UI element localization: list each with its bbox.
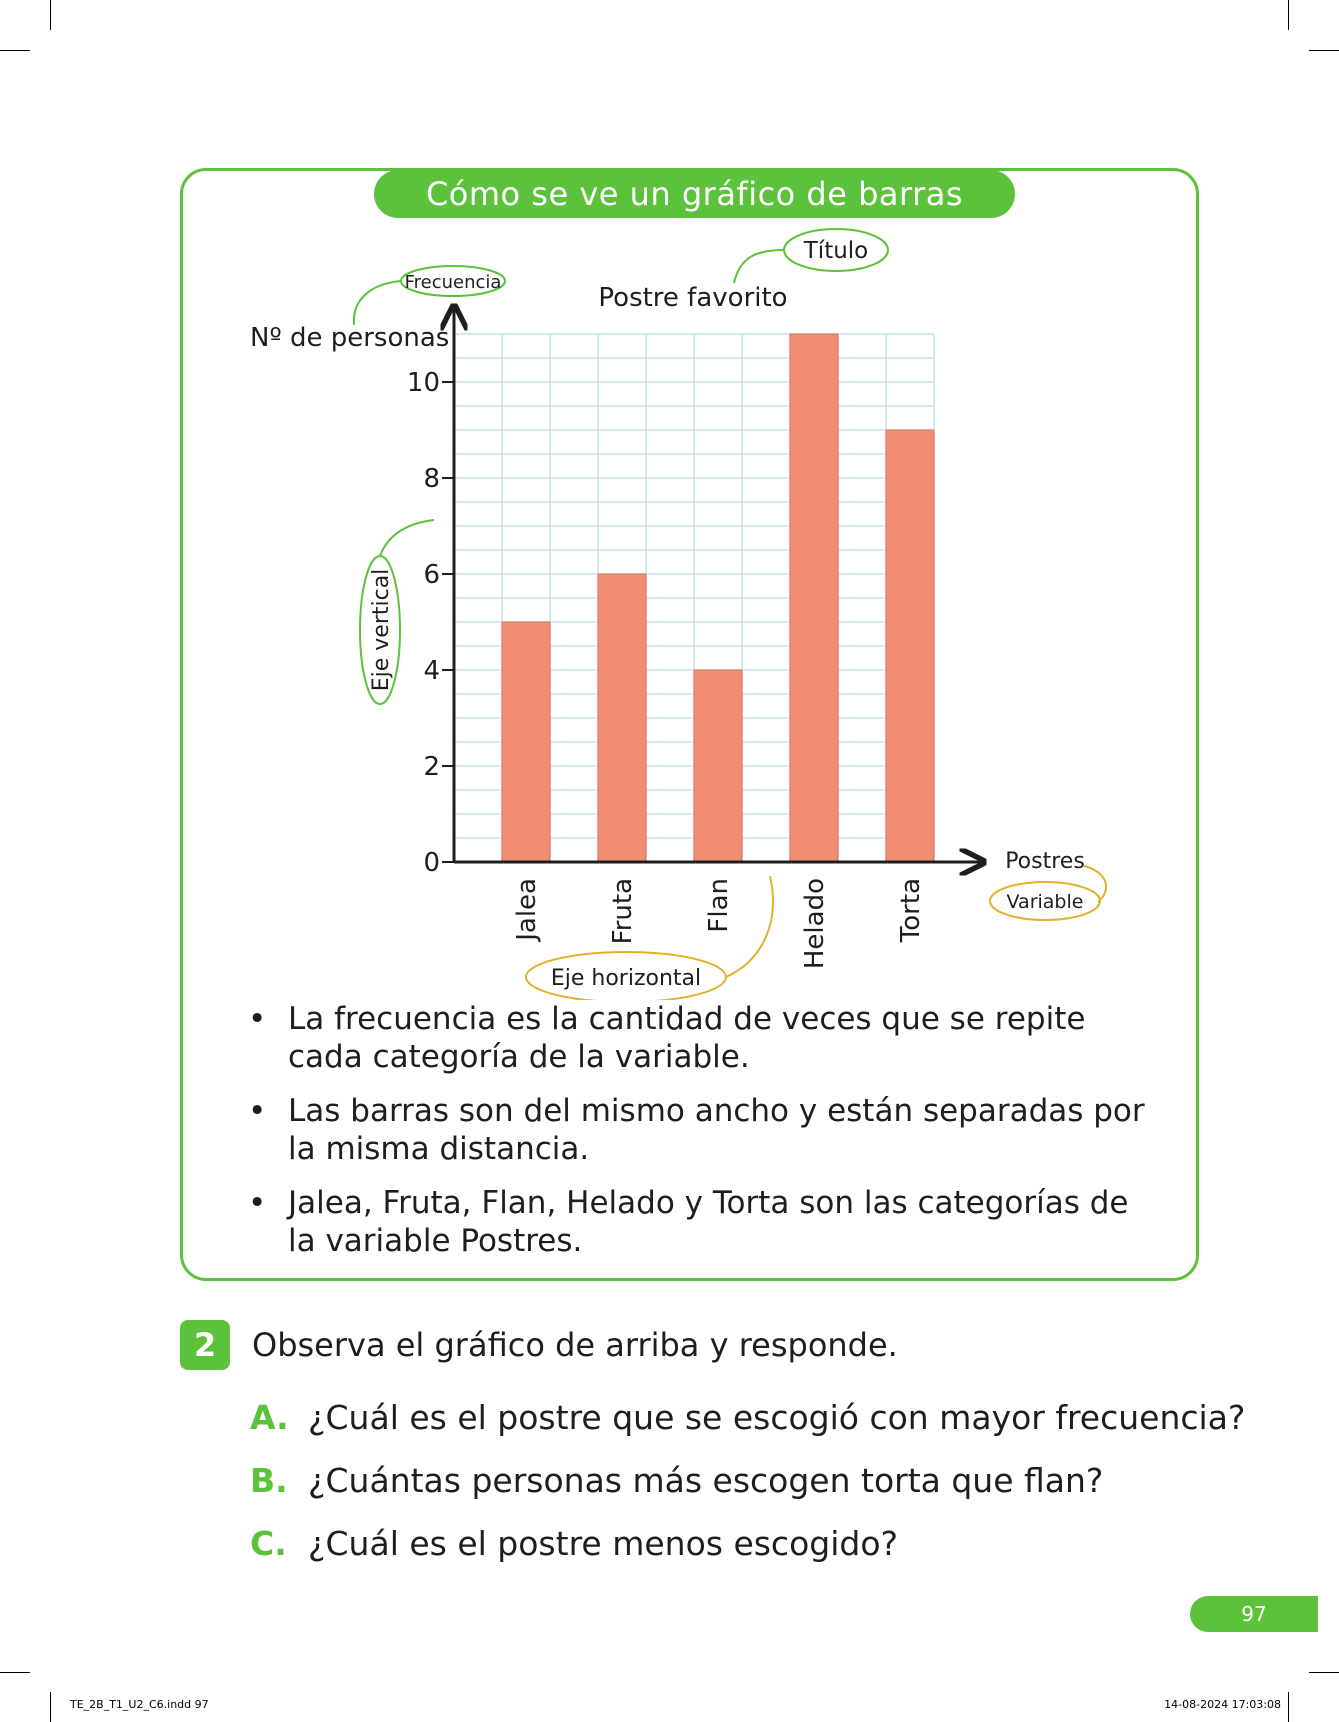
bullet-text: Las barras son del mismo ancho y están separadas por la misma distancia. <box>288 1093 1145 1167</box>
crop-mark <box>50 1692 51 1722</box>
question-number: 2 <box>180 1320 230 1370</box>
callout-eje-horizontal-text: Eje horizontal <box>550 966 702 991</box>
x-tick-label: Flan <box>704 878 734 933</box>
x-tick-label: Jalea <box>512 878 542 941</box>
box-title: Cómo se ve un gráfico de barras <box>374 170 1015 218</box>
bullet-list <box>248 1000 1148 1276</box>
crop-mark <box>1309 1672 1339 1673</box>
callout-eje-vertical-leader <box>380 520 434 556</box>
footer-timestamp: 14-08-2024 17:03:08 <box>1164 1698 1281 1711</box>
bullet-item <box>248 1184 1148 1260</box>
x-tick-label: Torta <box>896 878 926 943</box>
item-letter: C. <box>250 1524 287 1563</box>
x-tick-label: Fruta <box>608 878 638 945</box>
item-text: ¿Cuál es el postre que se escogió con mayor frecuencia? <box>308 1398 1246 1437</box>
callout-eje-vertical-text: Eje vertical <box>369 568 394 692</box>
page-number: 97 <box>1190 1596 1318 1632</box>
callout-frecuencia-leader <box>354 281 401 325</box>
question-item-c <box>250 1524 898 1563</box>
item-letter: A. <box>250 1398 289 1437</box>
bullet-item <box>248 1000 1148 1076</box>
bar-helado <box>790 334 838 862</box>
bullet-item <box>248 1092 1148 1168</box>
x-tick-label: Helado <box>800 878 830 970</box>
y-tick-label: 0 <box>423 848 440 878</box>
footer-file: TE_2B_T1_U2_C6.indd 97 <box>70 1698 209 1711</box>
y-tick-label: 10 <box>406 368 440 398</box>
bullet-dot: • <box>248 1185 267 1221</box>
y-tick-label: 4 <box>423 656 440 686</box>
item-text: ¿Cuál es el postre menos escogido? <box>308 1524 899 1563</box>
question-item-b <box>250 1461 1103 1500</box>
callout-variable-text: Variable <box>1006 891 1084 913</box>
callout-frecuencia-text: Frecuencia <box>404 272 502 293</box>
callout-titulo-leader <box>734 250 784 283</box>
y-axis-label: Nº de personas <box>250 323 450 353</box>
bullet-dot: • <box>248 1093 267 1129</box>
bar-jalea <box>502 622 550 862</box>
question-text: Observa el gráfico de arriba y responde. <box>252 1326 898 1364</box>
y-tick-label: 6 <box>423 560 440 590</box>
question-header <box>180 1320 898 1370</box>
x-axis-label: Postres <box>1005 849 1085 874</box>
y-tick-label: 8 <box>423 464 440 494</box>
bar-torta <box>886 430 934 862</box>
bullet-text: La frecuencia es la cantidad de veces que se repite cada categoría de la variable. <box>288 1001 1086 1075</box>
chart-title: Postre favorito <box>598 283 788 313</box>
item-text: ¿Cuántas personas más escogen torta que flan? <box>308 1461 1104 1500</box>
crop-mark <box>0 1672 30 1673</box>
bullet-text: Jalea, Fruta, Flan, Helado y Torta son las categorías de la variable Postres. <box>288 1185 1129 1259</box>
callout-titulo-text: Título <box>803 238 869 264</box>
callout-variable-leader <box>1084 866 1106 902</box>
crop-mark <box>1288 1692 1289 1722</box>
question-item-a <box>250 1398 1245 1437</box>
item-letter: B. <box>250 1461 288 1500</box>
bar-flan <box>694 670 742 862</box>
bullet-dot: • <box>248 1001 267 1037</box>
bar-fruta <box>598 574 646 862</box>
y-tick-label: 2 <box>423 752 440 782</box>
